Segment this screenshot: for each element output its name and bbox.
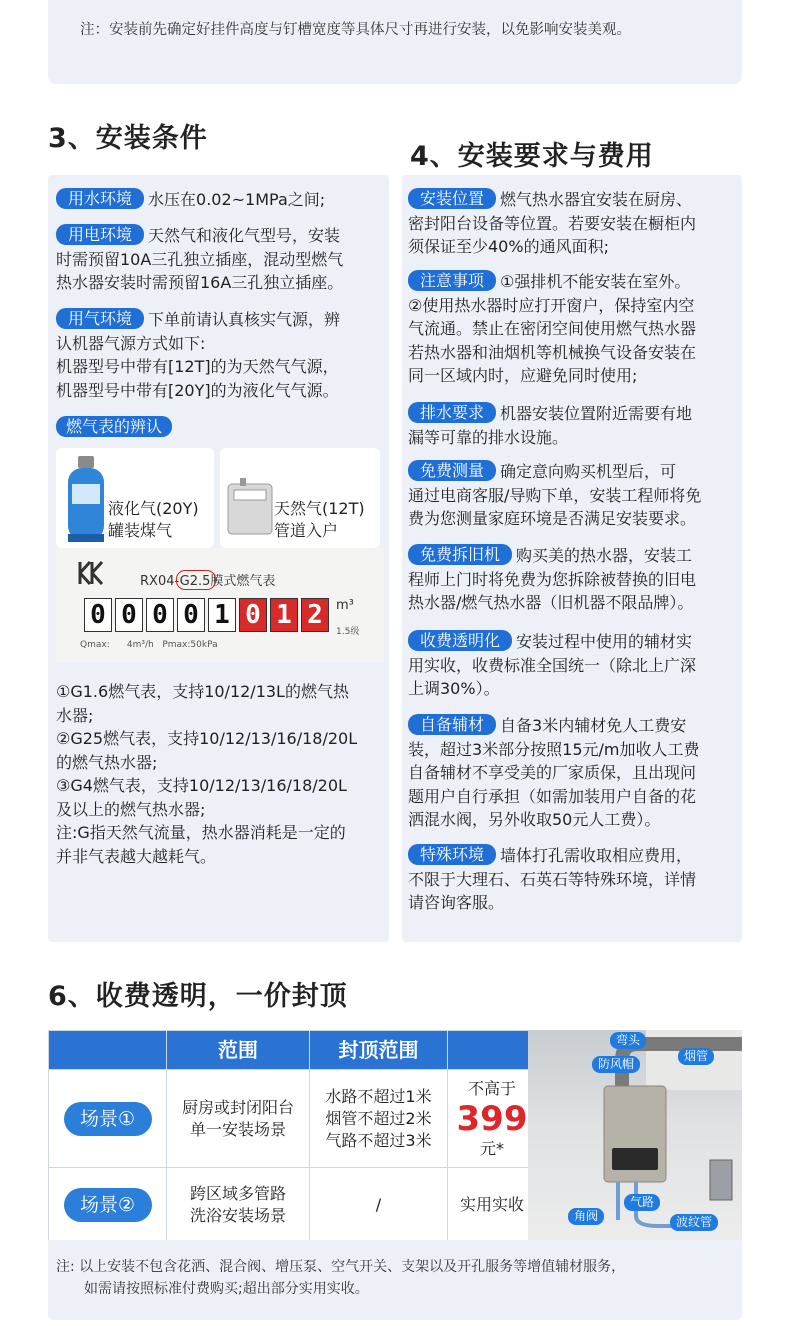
- lpg-label: [108, 498, 199, 542]
- meter-note-line: ②G25燃气表，支持10/12/13/16/18/20L: [56, 729, 358, 748]
- lpg-label-line: 液化气(20Y): [108, 499, 199, 518]
- price-unit: 元*: [479, 1138, 504, 1158]
- req-line: 通过电商客服/导购下单，安装工程师将免: [408, 485, 702, 505]
- meter-spec-item: Qmax:: [80, 640, 110, 650]
- req-line: 热水器/燃气热水器（旧机器不限品牌）。: [408, 593, 694, 612]
- req-tag: 免费测量: [408, 460, 496, 481]
- req-line: 题用户自行承担（如需加装用户自备的花: [408, 786, 697, 806]
- meter-digit: 0: [146, 598, 174, 632]
- water-env-tag: 用水环境: [56, 188, 144, 209]
- req-line: 确定意向购买机型后，可: [500, 462, 677, 481]
- req-line: 程师上门时将免费为您拆除被替换的旧电: [408, 569, 697, 589]
- price-prefix: 不高于: [467, 1078, 516, 1098]
- meter-digit: 0: [177, 598, 205, 632]
- req-line: 购买美的热水器，安装工: [516, 546, 693, 565]
- photo-tag-flue: 烟管: [678, 1048, 714, 1065]
- photo-tag-windcap: 防风帽: [592, 1056, 640, 1073]
- req-line: 洒混水阀，另外收取50元人工费）。: [408, 810, 661, 829]
- fee-scene-cell: [49, 1168, 167, 1242]
- req-line: 同一区域内时，应避免同时使用;: [408, 366, 638, 385]
- ng-label-line: 天然气(12T): [274, 499, 365, 518]
- cap-line: 烟管不超过2米: [325, 1108, 432, 1128]
- fee-scope-cell: [167, 1070, 310, 1168]
- fee-cap-cell: [310, 1070, 448, 1168]
- water-heater-photo: [528, 1030, 742, 1240]
- req-line: 漏等可靠的排水设施。: [408, 427, 569, 447]
- req-line: 自备3米内辅材免人工费安: [500, 716, 687, 735]
- req-line: 气流通。禁止在密闭空间使用燃气热水器: [408, 319, 697, 338]
- meter-note-line: 并非气表越大越耗气。: [56, 846, 217, 866]
- fee-cap-cell: /: [310, 1168, 448, 1242]
- bottom-note-line: 如需请按照标准付费购买;超出部分实用实收。: [84, 1281, 369, 1297]
- req-tag: 收费透明化: [408, 630, 512, 651]
- req-line: 须保证至少40%的通风面积;: [408, 237, 609, 256]
- price-value: 399: [456, 1098, 528, 1139]
- fee-table: [48, 1030, 537, 1242]
- gas-meter-icon: [226, 478, 276, 538]
- req-item: [408, 460, 740, 531]
- req-line: 上调30%）。: [408, 679, 500, 698]
- photo-tag-gasline: 气路: [624, 1194, 660, 1211]
- meter-grade: 1.5级: [336, 627, 360, 637]
- req-line: 不限于大理石、石英石等特殊环境，详情: [408, 869, 697, 889]
- meter-note-line: ①G1.6燃气表，支持10/12/13L的燃气热: [56, 682, 349, 701]
- meter-id-tag: 燃气表的辨认: [56, 416, 172, 437]
- gas-meter-photo: [56, 548, 384, 662]
- req-item: [408, 544, 740, 615]
- scope-line: 洗浴安装场景: [189, 1205, 286, 1225]
- req-line: 请咨询客服。: [408, 893, 505, 912]
- req-line: 密封阳台设备等位置。若要安装在橱柜内: [408, 213, 697, 233]
- meter-logo-icon: [76, 558, 106, 588]
- meter-spec-item: 4m³/h: [126, 640, 154, 650]
- water-env: [56, 188, 386, 212]
- scene-2-pill: 场景②: [64, 1188, 152, 1222]
- req-line: 装，超过3米部分按照15元/m加收人工费: [408, 739, 700, 759]
- req-line: ②使用热水器时应打开窗户，保持室内空: [408, 295, 695, 315]
- gas-env-tag: 用气环境: [56, 308, 144, 329]
- photo-tag-elbow: 弯头: [610, 1032, 646, 1049]
- meter-note-line: 及以上的燃气热水器;: [56, 799, 206, 819]
- ng-label-line: 管道入户: [274, 521, 339, 540]
- top-note-panel: [48, 0, 742, 84]
- meter-digit: 0: [115, 598, 143, 632]
- ng-label: [274, 498, 365, 542]
- scope-line: 单一安装场景: [189, 1119, 286, 1139]
- scope-line: 跨区域多管路: [189, 1183, 286, 1203]
- section4-title: 4、安装要求与费用: [410, 141, 654, 172]
- ng-card: [220, 448, 380, 548]
- meter-spec: [80, 640, 218, 650]
- power-env: [56, 224, 386, 295]
- req-tag: 安装位置: [408, 188, 496, 209]
- req-line: 墙体打孔需收取相应费用，: [500, 846, 693, 865]
- power-env-line: 时需预留10A三孔独立插座，混动型燃气: [56, 249, 344, 269]
- section3-title: 3、安装条件: [48, 123, 208, 154]
- req-line: ①强排机不能安装在室外。: [500, 272, 691, 291]
- meter-unit: m³: [336, 598, 354, 613]
- gas-env-line: 认机器气源方式如下:: [56, 333, 206, 353]
- water-env-text: 水压在0.02~1MPa之间;: [148, 190, 326, 209]
- power-env-tag: 用电环境: [56, 224, 144, 245]
- bottom-note-line: 注: 以上安装不包含花洒、混合阀、增压泵、空气开关、支架以及开孔服务等增值辅材服务，: [56, 1259, 626, 1275]
- req-tag: 排水要求: [408, 402, 496, 423]
- section6-title: 6、收费透明，一价封顶: [48, 981, 348, 1012]
- lpg-card: [56, 448, 214, 548]
- lpg-label-line: 罐装煤气: [108, 521, 173, 540]
- meter-note-line: ③G4燃气表，支持10/12/13/16/18/20L: [56, 776, 347, 795]
- req-line: 用实收，收费标准全国统一（除北上广深: [408, 655, 697, 675]
- meter-notes: [56, 680, 386, 868]
- photo-tag-anglevalve: 角阀: [568, 1208, 604, 1225]
- scene-1-pill: 场景①: [64, 1102, 152, 1136]
- meter-digit: 0: [239, 598, 267, 632]
- meter-note-line: 的燃气热水器;: [56, 752, 158, 772]
- fee-row-2: [49, 1168, 537, 1242]
- fee-scene-cell: [49, 1070, 167, 1168]
- req-tag: 免费拆旧机: [408, 544, 512, 565]
- lpg-cylinder-icon: [60, 454, 112, 546]
- req-tag: 特殊环境: [408, 844, 496, 865]
- bottom-note: [48, 1240, 742, 1320]
- top-note: 注：安装前先确定好挂件高度与钉槽宽度等具体尺寸再进行安装，以免影响安装美观。: [80, 22, 631, 38]
- gas-env: [56, 308, 386, 402]
- scope-line: 厨房或封闭阳台: [181, 1097, 294, 1117]
- photo-tag-bellows: 波纹管: [670, 1214, 718, 1231]
- meter-digit: 2: [301, 598, 329, 632]
- req-tag: 自备辅材: [408, 714, 496, 735]
- meter-model-text: RX04-G2.5膜式燃气表: [140, 574, 276, 589]
- fee-header-scope: 范围: [167, 1031, 310, 1070]
- req-item: [408, 188, 740, 259]
- req-item: [408, 630, 740, 701]
- meter-digit: 1: [208, 598, 236, 632]
- req-item: [408, 714, 740, 832]
- req-item: [408, 270, 740, 388]
- cap-line: 水路不超过1米: [325, 1086, 432, 1106]
- gas-env-line: 机器型号中带有[20Y]的为液化气气源。: [56, 380, 339, 400]
- fee-header-blank: [49, 1031, 167, 1070]
- fee-row-1: [49, 1070, 537, 1168]
- fee-header-cap: 封顶范围: [310, 1031, 448, 1070]
- req-line: 安装过程中使用的辅材实: [516, 632, 693, 651]
- meter-digit: 1: [270, 598, 298, 632]
- meter-spec-item: Pmax:50kPa: [162, 640, 218, 650]
- fee-header-price: [448, 1031, 537, 1070]
- meter-digit: 0: [84, 598, 112, 632]
- meter-id-heading: [56, 416, 176, 437]
- req-line: 费为您测量家庭环境是否满足安装要求。: [408, 509, 697, 528]
- req-line: 机器安装位置附近需要有地: [500, 404, 693, 423]
- req-tag: 注意事项: [408, 270, 496, 291]
- gas-env-line: 下单前请认真核实气源，辨: [148, 310, 341, 329]
- req-line: 若热水器和油烟机等机械换气设备安装在: [408, 342, 697, 362]
- req-item: [408, 844, 740, 915]
- gas-env-line: 机器型号中带有[12T]的为天然气气源，: [56, 357, 339, 376]
- req-line: 燃气热水器宜安装在厨房、: [500, 190, 693, 209]
- power-env-line: 天然气和液化气型号，安装: [148, 226, 341, 245]
- req-line: 自备辅材不享受美的厂家质保，且出现问: [408, 763, 697, 782]
- cap-line: 气路不超过3米: [325, 1130, 432, 1150]
- meter-note-line: 水器;: [56, 705, 94, 725]
- meter-model-highlight: [176, 570, 216, 590]
- fee-price-cell: [448, 1070, 537, 1168]
- fee-scope-cell: [167, 1168, 310, 1242]
- power-env-line: 热水器安装时需预留16A三孔独立插座。: [56, 273, 344, 292]
- req-item: [408, 402, 740, 449]
- fee-price-cell: 实用实收: [448, 1168, 537, 1242]
- meter-note-line: 注:G指天然气流量，热水器消耗是一定的: [56, 823, 346, 842]
